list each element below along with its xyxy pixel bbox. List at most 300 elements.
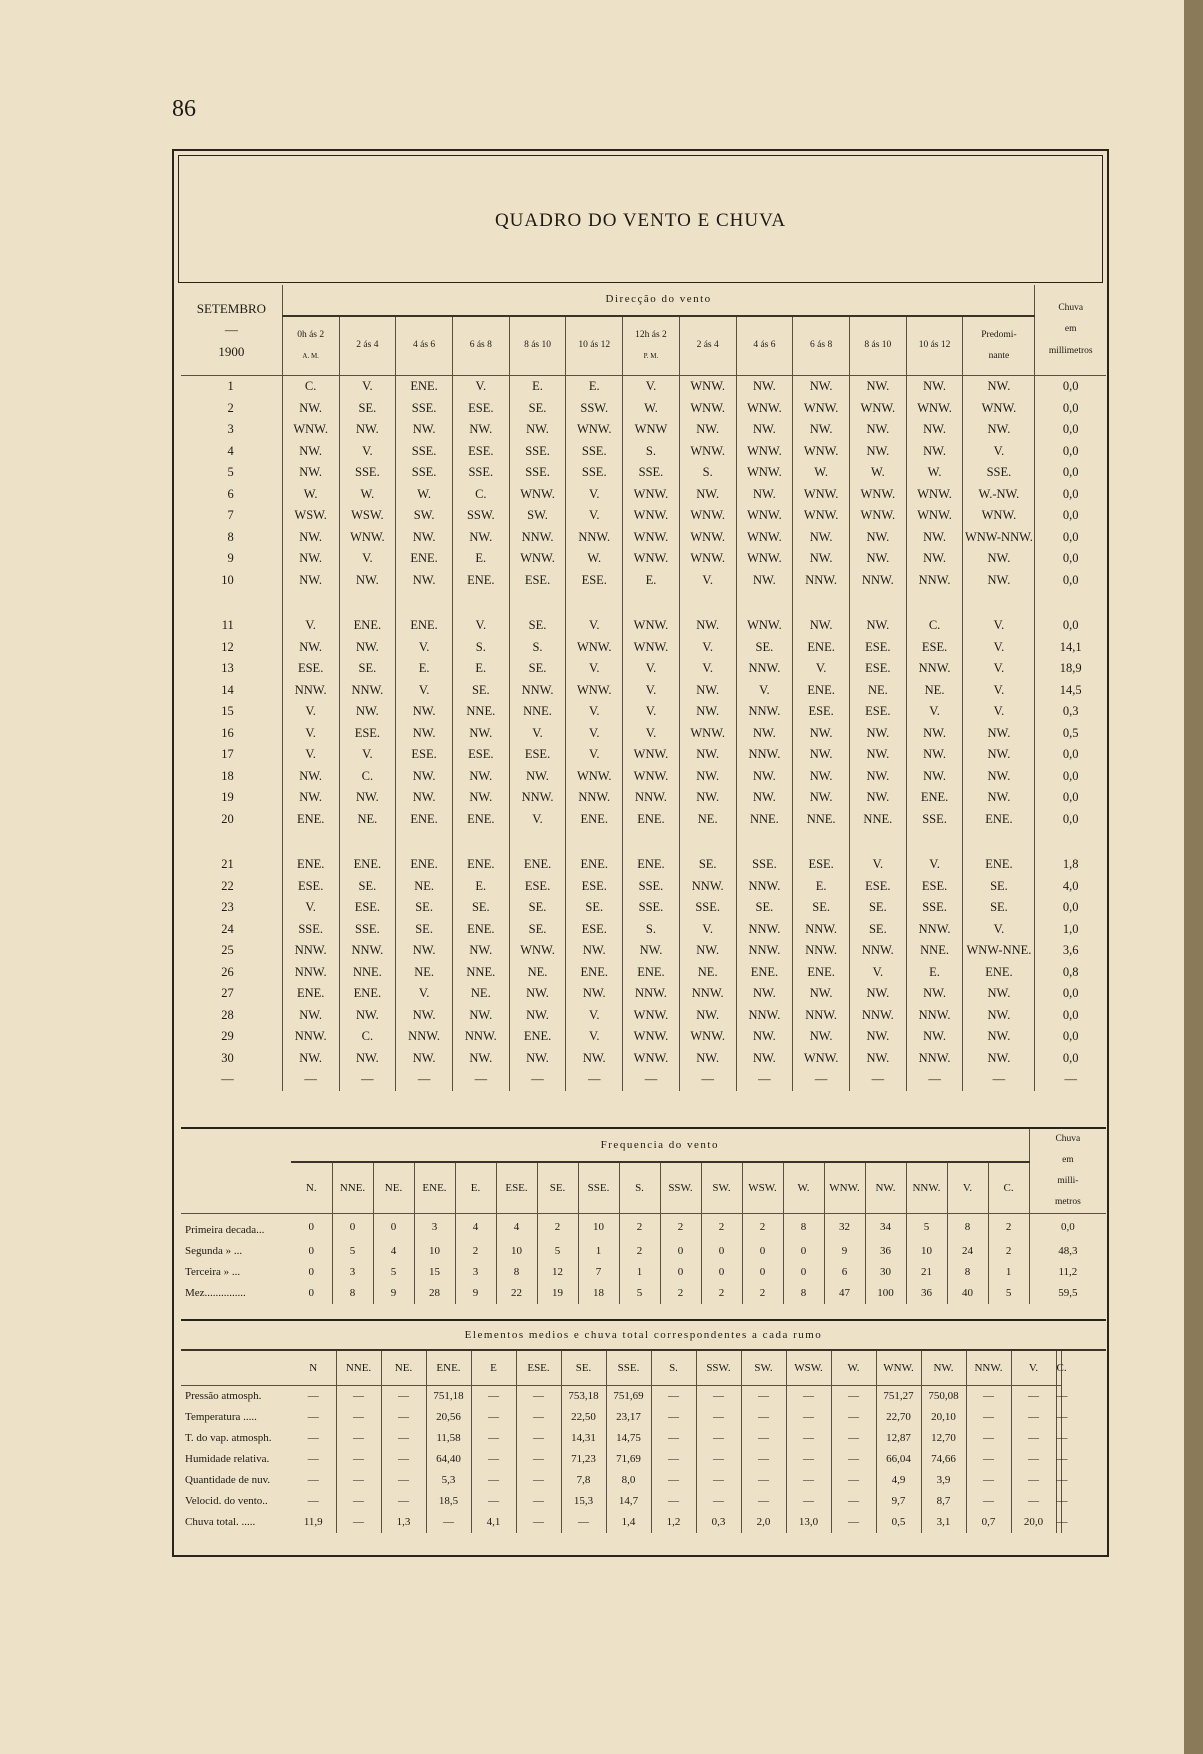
- wind-direction-cell: WNW.: [623, 1048, 680, 1070]
- frequency-direction-header-row: [181, 1162, 1106, 1213]
- wind-direction-cell: NE.: [906, 680, 963, 702]
- frequency-count: 0: [291, 1283, 332, 1304]
- elements-value: —: [741, 1491, 786, 1512]
- predominant-direction: V.: [963, 441, 1035, 463]
- day-number: 11: [181, 615, 282, 637]
- wind-direction-cell: NW.: [793, 983, 850, 1005]
- wind-direction-cell: NW.: [906, 983, 963, 1005]
- elements-row-label: Pressão atmosph.: [185, 1390, 262, 1402]
- wind-direction-cell: NNW.: [623, 787, 680, 809]
- rain-mm: 0,8: [1062, 964, 1079, 979]
- wind-direction-cell: ESE.: [509, 744, 566, 766]
- elements-value: —: [786, 1386, 831, 1408]
- wind-direction-cell: SSW.: [452, 505, 509, 527]
- wind-direction-cell: ESE.: [339, 897, 396, 919]
- frequency-direction-header: W.: [783, 1162, 824, 1213]
- wind-direction-cell: NW.: [736, 983, 793, 1005]
- wind-direction-cell: NW.: [396, 723, 453, 745]
- wind-direction-cell: W.: [793, 462, 850, 484]
- wind-direction-cell: WNW.: [849, 484, 906, 506]
- wind-direction-cell: WNW.: [623, 1005, 680, 1027]
- wind-direction-cell: V.: [679, 637, 736, 659]
- wind-direction-cell: WNW.: [339, 527, 396, 549]
- elements-value: 13,0: [786, 1512, 831, 1533]
- wind-direction-cell: NNW.: [736, 1005, 793, 1027]
- frequency-count: 5: [537, 1241, 578, 1262]
- frequency-count: 0: [660, 1241, 701, 1262]
- hour-range-label: 6 ás 8: [810, 340, 833, 351]
- frequency-count: 0: [701, 1241, 742, 1262]
- wind-direction-cell: SE.: [509, 658, 566, 680]
- hour-header-cell: [906, 316, 963, 376]
- frequency-count: 10: [414, 1241, 455, 1262]
- wind-direction-cell: ESE.: [339, 723, 396, 745]
- wind-direction-cell: NW.: [679, 701, 736, 723]
- wind-direction-cell: V.: [566, 1026, 623, 1048]
- day-number: 5: [181, 462, 282, 484]
- wind-direction-cell: WNW.: [736, 548, 793, 570]
- dash-cell: —: [452, 1069, 509, 1091]
- wind-direction-cell: WNW.: [623, 548, 680, 570]
- elements-value: —: [471, 1407, 516, 1428]
- frequency-count: 3: [414, 1214, 455, 1242]
- wind-direction-cell: NNE.: [849, 809, 906, 831]
- rain-mm: 0,0: [1062, 986, 1079, 1000]
- frequency-count: 0: [291, 1241, 332, 1262]
- day-number: 9: [181, 548, 282, 570]
- elements-value: —: [381, 1449, 426, 1470]
- wind-direction-cell: NW.: [679, 940, 736, 962]
- elements-direction-header: C.: [1056, 1350, 1061, 1386]
- wind-frequency-table: [181, 1127, 1106, 1304]
- spacer-cell: [963, 591, 1035, 615]
- hour-range-label: 2 ás 4: [356, 340, 379, 351]
- hour-range-label: 2 ás 4: [696, 340, 719, 351]
- wind-direction-cell: NW.: [339, 637, 396, 659]
- predominant-direction: ENE.: [963, 962, 1035, 984]
- predominant-direction: NW.: [963, 548, 1035, 570]
- frequency-label-header: [181, 1162, 291, 1213]
- elements-value: 1,3: [381, 1512, 426, 1533]
- hour-range-label: 0h ás 2: [297, 329, 325, 340]
- wind-direction-cell: NNE.: [736, 809, 793, 831]
- predominant-direction: V.: [963, 919, 1035, 941]
- wind-direction-cell: NW.: [906, 766, 963, 788]
- hour-range-label: 4 ás 6: [753, 340, 776, 351]
- frequency-count: 19: [537, 1283, 578, 1304]
- wind-direction-cell: NW.: [849, 787, 906, 809]
- elements-value: —: [471, 1428, 516, 1449]
- wind-direction-cell: NW.: [736, 787, 793, 809]
- wind-direction-cell: S.: [509, 637, 566, 659]
- wind-direction-cell: WNW.: [623, 527, 680, 549]
- spacer-cell: [452, 830, 509, 854]
- wind-direction-cell: NNW.: [282, 680, 339, 702]
- wind-direction-cell: E.: [509, 376, 566, 398]
- rain-mm: 0,0: [1062, 465, 1079, 479]
- elements-value: —: [831, 1512, 876, 1533]
- rain-mm: 14,1: [1059, 639, 1082, 654]
- wind-direction-cell: WNW.: [679, 548, 736, 570]
- day-row: [181, 744, 1106, 766]
- predominant-direction: WNW.: [963, 505, 1035, 527]
- frequency-count: 8: [783, 1283, 824, 1304]
- wind-direction-cell: V.: [566, 658, 623, 680]
- elements-value: —: [381, 1491, 426, 1512]
- wind-direction-cell: SE.: [849, 897, 906, 919]
- wind-direction-cell: E.: [452, 876, 509, 898]
- wind-direction-cell: NW.: [679, 1048, 736, 1070]
- wind-direction-cell: NW.: [282, 398, 339, 420]
- elements-value: 20,56: [426, 1407, 471, 1428]
- elements-direction-header: ESE.: [516, 1350, 561, 1386]
- frequency-direction-header: NW.: [865, 1162, 906, 1213]
- wind-direction-cell: NW.: [849, 419, 906, 441]
- wind-direction-cell: ENE.: [452, 919, 509, 941]
- elements-value: —: [1011, 1407, 1056, 1428]
- frequency-count: 0: [291, 1214, 332, 1242]
- frequency-count: 8: [783, 1214, 824, 1242]
- wind-direction-cell: WNW.: [679, 527, 736, 549]
- frequency-count: 2: [660, 1283, 701, 1304]
- wind-direction-cell: S.: [623, 919, 680, 941]
- wind-direction-cell: NW.: [849, 1048, 906, 1070]
- wind-direction-cell: NW.: [566, 940, 623, 962]
- wind-direction-cell: NW.: [509, 1048, 566, 1070]
- elements-value: —: [696, 1449, 741, 1470]
- hour-range-label: 8 ás 10: [864, 340, 892, 351]
- wind-direction-cell: SE.: [396, 897, 453, 919]
- predominant-direction: WNW-NNE.: [963, 940, 1035, 962]
- wind-direction-cell: W.: [339, 484, 396, 506]
- wind-direction-cell: WNW.: [736, 462, 793, 484]
- elements-value: —: [651, 1407, 696, 1428]
- frequency-direction-header: SSE.: [578, 1162, 619, 1213]
- wind-direction-cell: NNW.: [679, 876, 736, 898]
- elements-value: —: [696, 1407, 741, 1428]
- wind-direction-cell: SE.: [396, 919, 453, 941]
- wind-direction-cell: V.: [339, 376, 396, 398]
- wind-direction-cell: NW.: [793, 419, 850, 441]
- spacer-cell: [339, 830, 396, 854]
- wind-direction-cell: V.: [509, 723, 566, 745]
- elements-value: —: [741, 1470, 786, 1491]
- elements-value: 4,1: [471, 1512, 516, 1533]
- wind-direction-cell: NNW.: [566, 787, 623, 809]
- elements-value: 14,7: [606, 1491, 651, 1512]
- wind-direction-cell: NW.: [793, 766, 850, 788]
- elements-row: [181, 1407, 1106, 1428]
- elements-value: —: [651, 1470, 696, 1491]
- hour-header-cell: [793, 316, 850, 376]
- frequency-direction-header: NNW.: [906, 1162, 947, 1213]
- spacer-cell: [679, 591, 736, 615]
- dash-cell: —: [339, 1069, 396, 1091]
- predominant-header-cell: [963, 316, 1035, 376]
- predominant-direction: NW.: [963, 1048, 1035, 1070]
- wind-direction-cell: NNE.: [452, 701, 509, 723]
- frequency-row-label: Terceira » ...: [185, 1266, 241, 1278]
- day-row: [181, 398, 1106, 420]
- wind-direction-cell: NW.: [793, 723, 850, 745]
- frequency-direction-header: S.: [619, 1162, 660, 1213]
- predominant-direction: SE.: [963, 897, 1035, 919]
- elements-value: —: [1056, 1386, 1061, 1408]
- elements-value: 751,27: [876, 1386, 921, 1408]
- wind-direction-cell: SSE.: [906, 809, 963, 831]
- elements-direction-header: ENE.: [426, 1350, 471, 1386]
- wind-direction-cell: NW.: [339, 701, 396, 723]
- wind-direction-cell: SE.: [509, 398, 566, 420]
- rain-mm: 0,0: [1062, 551, 1079, 565]
- wind-direction-cell: SE.: [736, 637, 793, 659]
- wind-direction-table: [181, 285, 1106, 1091]
- wind-direction-cell: ENE.: [623, 962, 680, 984]
- elements-value: —: [291, 1470, 336, 1491]
- wind-direction-cell: SSE.: [396, 398, 453, 420]
- elements-row: [181, 1428, 1106, 1449]
- hour-header-cell: [679, 316, 736, 376]
- wind-direction-cell: NNW.: [509, 680, 566, 702]
- wind-direction-cell: NNW.: [509, 787, 566, 809]
- wind-direction-cell: SE.: [509, 919, 566, 941]
- day-number: 21: [181, 854, 282, 876]
- wind-direction-cell: WNW.: [623, 505, 680, 527]
- elements-value: 2,0: [741, 1512, 786, 1533]
- wind-direction-cell: NNW.: [906, 570, 963, 592]
- elements-value: —: [966, 1407, 1011, 1428]
- elements-value: 8,7: [921, 1491, 966, 1512]
- frequency-rain-header: [1029, 1128, 1106, 1214]
- wind-direction-cell: NW.: [736, 484, 793, 506]
- wind-direction-cell: V.: [566, 484, 623, 506]
- wind-direction-cell: ENE.: [509, 1026, 566, 1048]
- frequency-row-label: Primeira decada...: [185, 1224, 265, 1236]
- frequency-rain-header-line: milli-: [1057, 1176, 1079, 1186]
- day-row: [181, 1005, 1106, 1027]
- frequency-count: 2: [660, 1214, 701, 1242]
- wind-direction-cell: ENE.: [452, 570, 509, 592]
- rain-mm: 4,0: [1062, 878, 1079, 893]
- wind-direction-cell: WNW.: [849, 398, 906, 420]
- predominant-direction: NW.: [963, 570, 1035, 592]
- wind-direction-cell: WNW.: [679, 723, 736, 745]
- frequency-direction-header: SW.: [701, 1162, 742, 1213]
- predominant-direction: NW.: [963, 766, 1035, 788]
- wind-direction-cell: NW.: [679, 766, 736, 788]
- elements-value: —: [741, 1449, 786, 1470]
- wind-direction-cell: V.: [282, 723, 339, 745]
- wind-direction-cell: V.: [396, 637, 453, 659]
- frequency-count: 28: [414, 1283, 455, 1304]
- dash-cell: —: [736, 1069, 793, 1091]
- wind-direction-cell: WNW.: [793, 398, 850, 420]
- day-number: 4: [181, 441, 282, 463]
- elements-direction-header: NNW.: [966, 1350, 1011, 1386]
- wind-direction-cell: ESE.: [849, 637, 906, 659]
- day-row: [181, 854, 1106, 876]
- rain-mm: 0,0: [1062, 508, 1079, 522]
- wind-direction-cell: NNW.: [793, 940, 850, 962]
- day-row: [181, 615, 1106, 637]
- spacer-cell: [1035, 591, 1106, 615]
- hour-period-label: A. M.: [302, 352, 319, 360]
- wind-direction-cell: V.: [566, 1005, 623, 1027]
- rain-mm: 0,0: [1062, 900, 1079, 914]
- wind-direction-cell: WNW.: [623, 744, 680, 766]
- elements-value: —: [651, 1428, 696, 1449]
- wind-direction-cell: SE.: [849, 919, 906, 941]
- spacer-cell: [679, 830, 736, 854]
- frequency-direction-header: WSW.: [742, 1162, 783, 1213]
- wind-direction-cell: WNW.: [679, 505, 736, 527]
- wind-direction-cell: ESE.: [396, 744, 453, 766]
- hour-range-label: 10 ás 12: [578, 340, 611, 351]
- wind-direction-cell: W.: [623, 398, 680, 420]
- wind-direction-cell: ESE.: [452, 441, 509, 463]
- wind-direction-cell: NW.: [282, 637, 339, 659]
- wind-direction-cell: WNW.: [509, 548, 566, 570]
- wind-direction-cell: ENE.: [339, 854, 396, 876]
- hour-header-cell: [452, 316, 509, 376]
- elements-row: [181, 1449, 1106, 1470]
- wind-direction-cell: E.: [452, 548, 509, 570]
- wind-direction-cell: SE.: [339, 876, 396, 898]
- rain-mm: 0,0: [1062, 1029, 1079, 1043]
- wind-direction-cell: WNW.: [736, 527, 793, 549]
- wind-direction-cell: WNW.: [282, 419, 339, 441]
- wind-direction-cell: ENE.: [282, 854, 339, 876]
- rain-mm: 0,0: [1062, 811, 1079, 826]
- elements-row-label: Humidade relativa.: [185, 1453, 270, 1465]
- elements-value: —: [966, 1428, 1011, 1449]
- wind-direction-cell: SW.: [396, 505, 453, 527]
- frequency-row-label: Mez...............: [185, 1287, 246, 1299]
- elements-value: 8,0: [606, 1470, 651, 1491]
- frequency-count: 0: [742, 1262, 783, 1283]
- wind-direction-cell: NW.: [906, 419, 963, 441]
- elements-value: —: [471, 1449, 516, 1470]
- wind-direction-cell: NNW.: [849, 940, 906, 962]
- wind-direction-cell: WNW.: [793, 484, 850, 506]
- frequency-rain-mm: 48,3: [1058, 1245, 1078, 1257]
- frequency-count: 2: [742, 1214, 783, 1242]
- elements-value: —: [291, 1407, 336, 1428]
- wind-direction-cell: NW.: [339, 570, 396, 592]
- wind-direction-cell: NNW.: [906, 1048, 963, 1070]
- day-row: [181, 570, 1106, 592]
- wind-direction-cell: NW.: [452, 1005, 509, 1027]
- wind-direction-cell: E.: [623, 570, 680, 592]
- elements-value: —: [516, 1491, 561, 1512]
- day-number: 10: [181, 570, 282, 592]
- wind-direction-cell: SSE.: [509, 441, 566, 463]
- rain-mm: 1,0: [1062, 921, 1079, 936]
- wind-direction-cell: V.: [396, 983, 453, 1005]
- day-row: [181, 919, 1106, 941]
- frequency-count: 100: [865, 1283, 906, 1304]
- day-row: [181, 548, 1106, 570]
- frequency-count: 12: [537, 1262, 578, 1283]
- elements-value: 14,75: [606, 1428, 651, 1449]
- wind-direction-cell: NW.: [736, 419, 793, 441]
- elements-value: —: [471, 1491, 516, 1512]
- elements-value: 750,08: [921, 1386, 966, 1408]
- wind-direction-cell: NW.: [849, 723, 906, 745]
- predominant-direction: NW.: [963, 723, 1035, 745]
- elements-value: —: [291, 1491, 336, 1512]
- hour-header-cell: [509, 316, 566, 376]
- frequency-count: 3: [455, 1262, 496, 1283]
- elements-label-header: [181, 1350, 291, 1386]
- wind-direction-cell: V.: [679, 570, 736, 592]
- wind-direction-cell: NW.: [396, 1048, 453, 1070]
- rain-mm: 0,3: [1062, 704, 1079, 718]
- wind-direction-cell: ESE.: [849, 701, 906, 723]
- elements-value: —: [516, 1386, 561, 1408]
- wind-direction-cell: NW.: [793, 615, 850, 637]
- wind-direction-cell: ESE.: [452, 744, 509, 766]
- wind-direction-cell: NW.: [282, 462, 339, 484]
- hour-range-label: 4 ás 6: [413, 340, 436, 351]
- day-number: 2: [181, 398, 282, 420]
- wind-direction-cell: V.: [339, 744, 396, 766]
- hour-header-cell: [339, 316, 396, 376]
- frequency-count: 2: [537, 1214, 578, 1242]
- predominant-direction: WNW-NNW.: [963, 527, 1035, 549]
- day-number: 12: [181, 637, 282, 659]
- elements-value: 12,70: [921, 1428, 966, 1449]
- day-row: [181, 637, 1106, 659]
- frequency-rain-mm: 11,2: [1058, 1266, 1078, 1278]
- dash-cell: —: [1064, 1072, 1077, 1086]
- elements-value: —: [336, 1428, 381, 1449]
- elements-value: —: [336, 1386, 381, 1408]
- wind-direction-cell: WNW.: [566, 766, 623, 788]
- wind-direction-cell: NW.: [849, 376, 906, 398]
- wind-direction-cell: ENE.: [793, 962, 850, 984]
- day-row: [181, 701, 1106, 723]
- wind-direction-cell: NNE.: [793, 809, 850, 831]
- wind-direction-cell: WNW.: [793, 441, 850, 463]
- wind-direction-cell: NE.: [509, 962, 566, 984]
- wind-direction-cell: V.: [679, 658, 736, 680]
- frequency-count: 8: [947, 1214, 988, 1242]
- wind-direction-cell: V.: [339, 548, 396, 570]
- wind-direction-cell: NW.: [566, 983, 623, 1005]
- wind-direction-cell: NW.: [339, 1048, 396, 1070]
- elements-value: 20,10: [921, 1407, 966, 1428]
- dash-row: [181, 1069, 1106, 1091]
- wind-direction-cell: NNW.: [736, 701, 793, 723]
- predominant-direction: SSE.: [963, 462, 1035, 484]
- day-row: [181, 658, 1106, 680]
- spacer-cell: [623, 830, 680, 854]
- rain-mm: 0,0: [1062, 1050, 1079, 1065]
- wind-direction-cell: NNW.: [566, 527, 623, 549]
- wind-direction-cell: NNW.: [793, 570, 850, 592]
- wind-direction-cell: NNW.: [793, 1005, 850, 1027]
- wind-direction-cell: NE.: [396, 962, 453, 984]
- frequency-direction-header: SE.: [537, 1162, 578, 1213]
- wind-direction-cell: V.: [396, 680, 453, 702]
- predominant-direction: W.-NW.: [963, 484, 1035, 506]
- wind-direction-cell: NW.: [906, 441, 963, 463]
- wind-direction-cell: NW.: [849, 441, 906, 463]
- wind-direction-cell: NW.: [793, 1026, 850, 1048]
- frequency-count: 5: [619, 1283, 660, 1304]
- wind-direction-cell: NW.: [452, 940, 509, 962]
